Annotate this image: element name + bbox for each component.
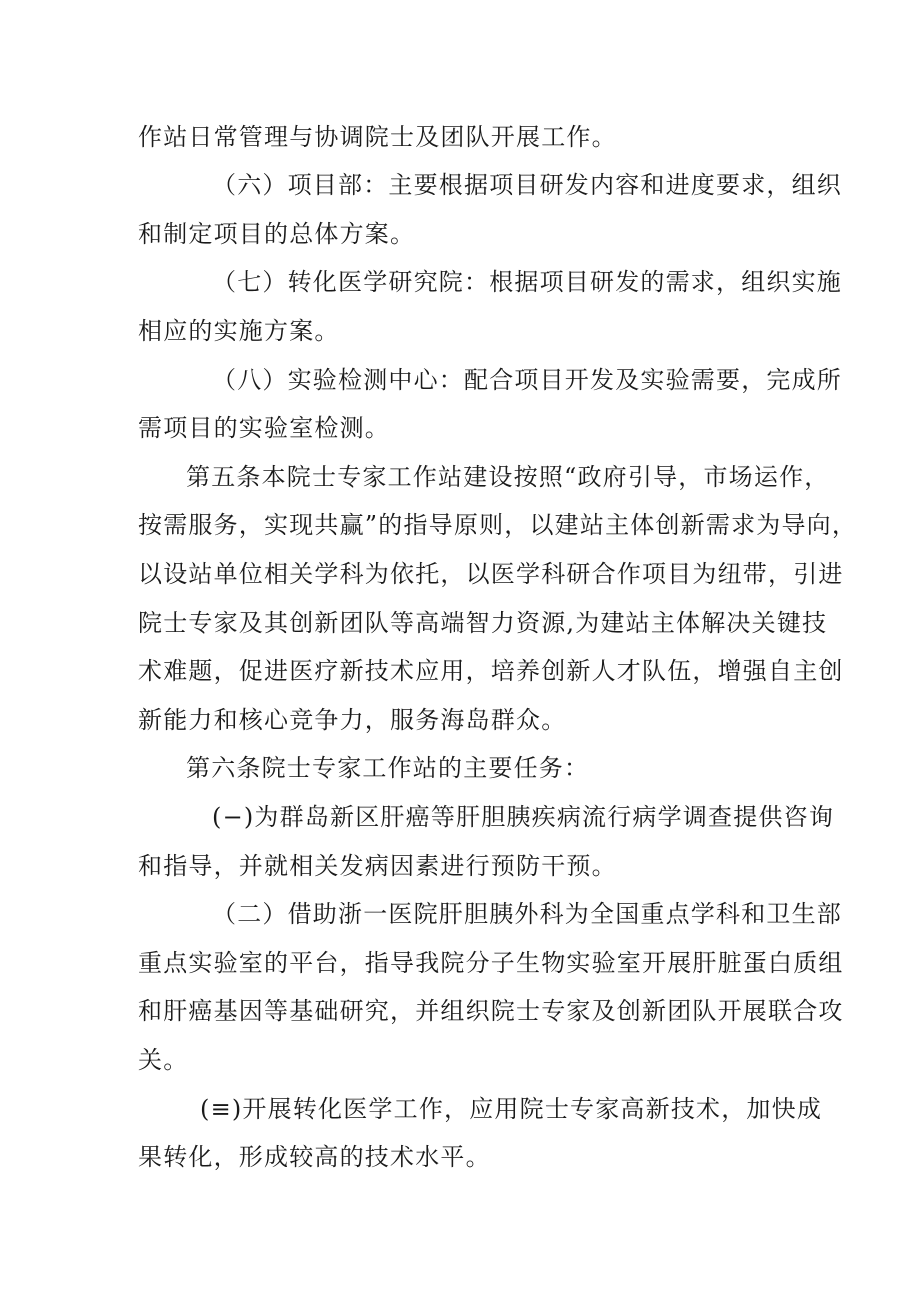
text-line: 果转化，形成较高的技术水平。 [138,1143,491,1171]
text-line: 和指导，并就相关发病因素进行预防干预。 [138,852,617,880]
text-line: 和肝癌基因等基础研究，并组织院士专家及创新团队开展联合攻 [138,997,844,1025]
text-line: 院士专家及其创新团队等高端智力资源,为建站主体解决关键技 [138,609,828,637]
text-line: 第六条院士专家工作站的主要任务： [186,754,590,782]
text-line: 新能力和核心竞争力，服务海岛群众。 [138,706,567,734]
text-line: 第五条本院士专家工作站建设按照“政府引导，市场运作， [186,463,830,491]
text-line: 关。 [138,1046,189,1074]
text-line: 按需服务，实现共赢”的指导原则，以建站主体创新需求为导向， [138,511,858,539]
text-line: 和制定项目的总体方案。 [138,220,416,248]
text-line: (−)为群岛新区肝癌等肝胆胰疾病流行病学调查提供咨询 [212,803,835,831]
text-line: 术难题，促进医疗新技术应用，培养创新人才队伍，增强自主创 [138,657,844,685]
text-line: 以设站单位相关学科为依托，以医学科研合作项目为纽带，引进 [138,560,844,588]
text-line: （六）项目部：主要根据项目研发内容和进度要求，组织 [212,171,842,199]
text-line: 作站日常管理与协调院士及团队开展工作。 [138,123,617,151]
text-line: （八）实验检测中心：配合项目开发及实验需要，完成所 [212,366,842,394]
text-line: (≡)开展转化医学工作，应用院士专家高新技术，加快成 [200,1095,823,1123]
text-line: 相应的实施方案。 [138,317,340,345]
text-line: 重点实验室的平台，指导我院分子生物实验室开展肝脏蛋白质组 [138,949,844,977]
text-line: （二）借助浙一医院肝胆胰外科为全国重点学科和卫生部 [212,900,842,928]
text-line: 需项目的实验室检测。 [138,414,390,442]
text-line: （七）转化医学研究院：根据项目研发的需求，组织实施 [212,268,842,296]
